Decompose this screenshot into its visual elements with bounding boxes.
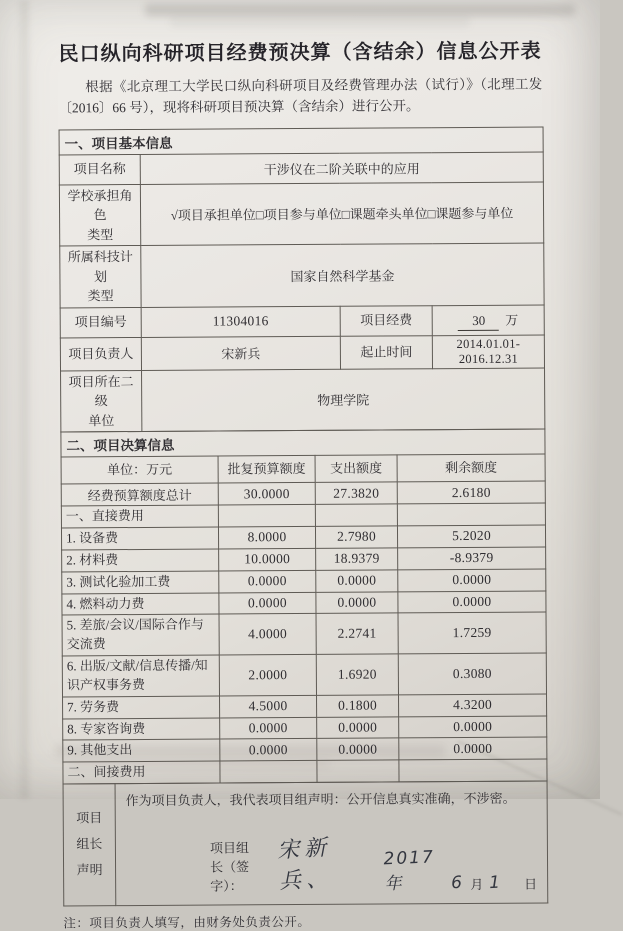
plan-type-label: 所属科技计划 类型 [60,246,141,308]
table-row [59,182,543,246]
budget-item-spent: 1.6920 [316,654,398,695]
budget-item-remaining: 0.0000 [398,569,546,592]
project-name-label: 项目名称 [59,154,140,184]
column-header-spent: 支出额度 [315,455,397,483]
budget-item-label: 7. 劳务费 [63,696,220,719]
handwritten-year: 2017年 [383,846,436,895]
project-name-value: 干涉仪在二阶关联中的应用 [140,152,543,184]
handwritten-date [384,847,539,893]
footnote: 注：项目负责人填写，由财务处负责公开。 [63,914,311,931]
budget-table [60,429,547,785]
budget-item-approved: 8.0000 [218,526,315,548]
table-row [60,305,544,338]
leader-label: 项目负责人 [60,337,141,370]
budget-item-row [63,737,547,762]
table-row [61,429,545,457]
day-label: 日 [524,876,538,892]
fund-amount: 30 [458,312,499,330]
period-label: 起止时间 [340,335,432,369]
budget-item-approved: 0.0000 [220,739,317,761]
declaration-row [63,781,548,905]
budget-item-approved: 4.5000 [220,695,317,717]
leader-value: 宋新兵 [141,336,340,370]
budget-total-label: 经费预算额度总计 [61,483,218,506]
table-row [59,152,543,185]
budget-item-row [63,716,547,741]
budget-item-remaining: 0.0000 [399,737,547,760]
handwritten-signature: 宋新兵、 [276,835,334,895]
budget-item-row [62,653,546,697]
table-row [60,243,544,307]
budget-item-label: 5. 差旅/会议/国际合作与交流费 [62,614,219,656]
budget-item-remaining: 0.3080 [398,653,546,695]
budget-item-approved: 0.0000 [219,570,316,592]
budget-item-label: 2. 材料费 [62,549,219,572]
budget-item-remaining: 5.2020 [397,525,545,548]
budget-item-remaining: 4.3200 [399,694,547,717]
direct-cost-header: 一、直接费用 [61,505,218,528]
budget-item-spent: 2.7980 [315,526,397,548]
budget-item-remaining: -8.9379 [398,547,546,570]
budget-item-approved: 10.0000 [219,548,316,570]
budget-total-spent: 27.3820 [315,482,397,505]
period-value: 2014.01.01-2016.12.31 [432,335,544,369]
table-row [61,368,545,432]
budget-item-spent: 18.9379 [316,548,398,570]
budget-item-row [62,591,546,616]
budget-item-remaining: 0.0000 [398,591,546,614]
declaration-table [63,781,549,906]
budget-item-approved: 0.0000 [220,717,317,739]
project-number-label: 项目编号 [60,307,141,337]
intro-paragraph: 根据《北京理工大学民口纵向科研项目及经费管理办法（试行）》（北理工发〔2016〕66 号），现将科研项目预决算（含结余）进行公开。 [58,76,543,116]
page-title: 民口纵向科研项目经费预决算（含结余）信息公开表 [58,40,542,66]
budget-total-remaining: 2.6180 [397,481,545,504]
declaration-body [115,781,548,905]
budget-item-label: 6. 出版/文献/信息传播/知识产权事务费 [62,655,219,697]
empty-cell [397,503,545,526]
budget-item-spent: 0.1800 [317,695,399,717]
budget-item-row [61,525,545,550]
column-header-approved: 批复预算额度 [218,456,315,484]
budget-item-remaining: 0.0000 [399,716,547,739]
budget-item-label: 8. 专家咨询费 [63,718,220,741]
declaration-statement: 作为项目负责人，我代表项目组声明：公开信息真实准确，不涉密。 [125,790,516,809]
table-row [60,335,544,371]
budget-item-spent: 0.0000 [317,738,399,760]
empty-cell [399,759,547,782]
showthrough-smudge [145,4,575,16]
budget-item-spent: 2.2741 [316,613,398,654]
budget-item-row [62,569,546,594]
budget-item-label: 1. 设备费 [61,527,218,550]
table-row [59,127,543,155]
budget-item-label: 4. 燃料动力费 [62,593,219,616]
section2-header: 二、项目决算信息 [61,429,545,457]
empty-cell [315,504,397,526]
project-fund-label: 项目经费 [340,305,432,336]
budget-item-approved: 0.0000 [219,592,316,614]
direct-cost-header-row [61,503,545,528]
budget-item-remaining: 1.7259 [398,612,546,654]
showthrough-smudge [170,18,470,26]
project-number-value: 11304016 [141,306,340,337]
budget-item-spent: 0.0000 [316,591,398,613]
month-label: 月 [470,876,484,892]
budget-item-approved: 2.0000 [219,654,316,695]
table-row [61,454,545,484]
signature-label: 项目组长（签字）： [209,839,250,894]
budget-item-label: 3. 测试化验加工费 [62,571,219,594]
role-type-value: √项目承担单位□项目参与单位□课题牵头单位□课题参与单位 [140,182,543,246]
column-header-remaining: 剩余额度 [397,454,545,482]
secondary-unit-label: 项目所在二级 单位 [61,370,142,432]
budget-item-label: 9. 其他支出 [63,739,220,762]
plan-type-value: 国家自然科学基金 [141,243,544,307]
empty-cell [218,505,315,527]
budget-item-row [62,612,546,656]
declaration-side-label: 项目 组长 声明 [63,784,116,906]
budget-total-approved: 30.0000 [218,483,315,506]
project-fund-value [432,305,544,336]
empty-cell [317,760,399,782]
budget-item-row [62,547,546,572]
section1-header: 一、项目基本信息 [59,127,543,155]
secondary-unit-value: 物理学院 [142,368,545,432]
budget-item-spent: 0.0000 [317,717,399,739]
budget-item-row [63,694,547,719]
budget-item-approved: 4.0000 [219,614,316,655]
form-sheet [58,39,547,931]
handwritten-day: 1 [488,872,503,893]
budget-total-row [61,481,545,506]
role-type-label: 学校承担角色 类型 [59,184,140,246]
budget-item-spent: 0.0000 [316,570,398,592]
paper-edge-shadow [16,0,32,799]
unit-of-measure-label: 单位：万元 [61,456,218,484]
signature-line [126,830,539,899]
handwritten-month: 6 [451,872,465,893]
indirect-cost-header: 二、间接费用 [63,761,220,784]
fund-unit: 万 [505,312,519,328]
basic-info-table [59,126,546,432]
empty-cell [220,761,317,783]
